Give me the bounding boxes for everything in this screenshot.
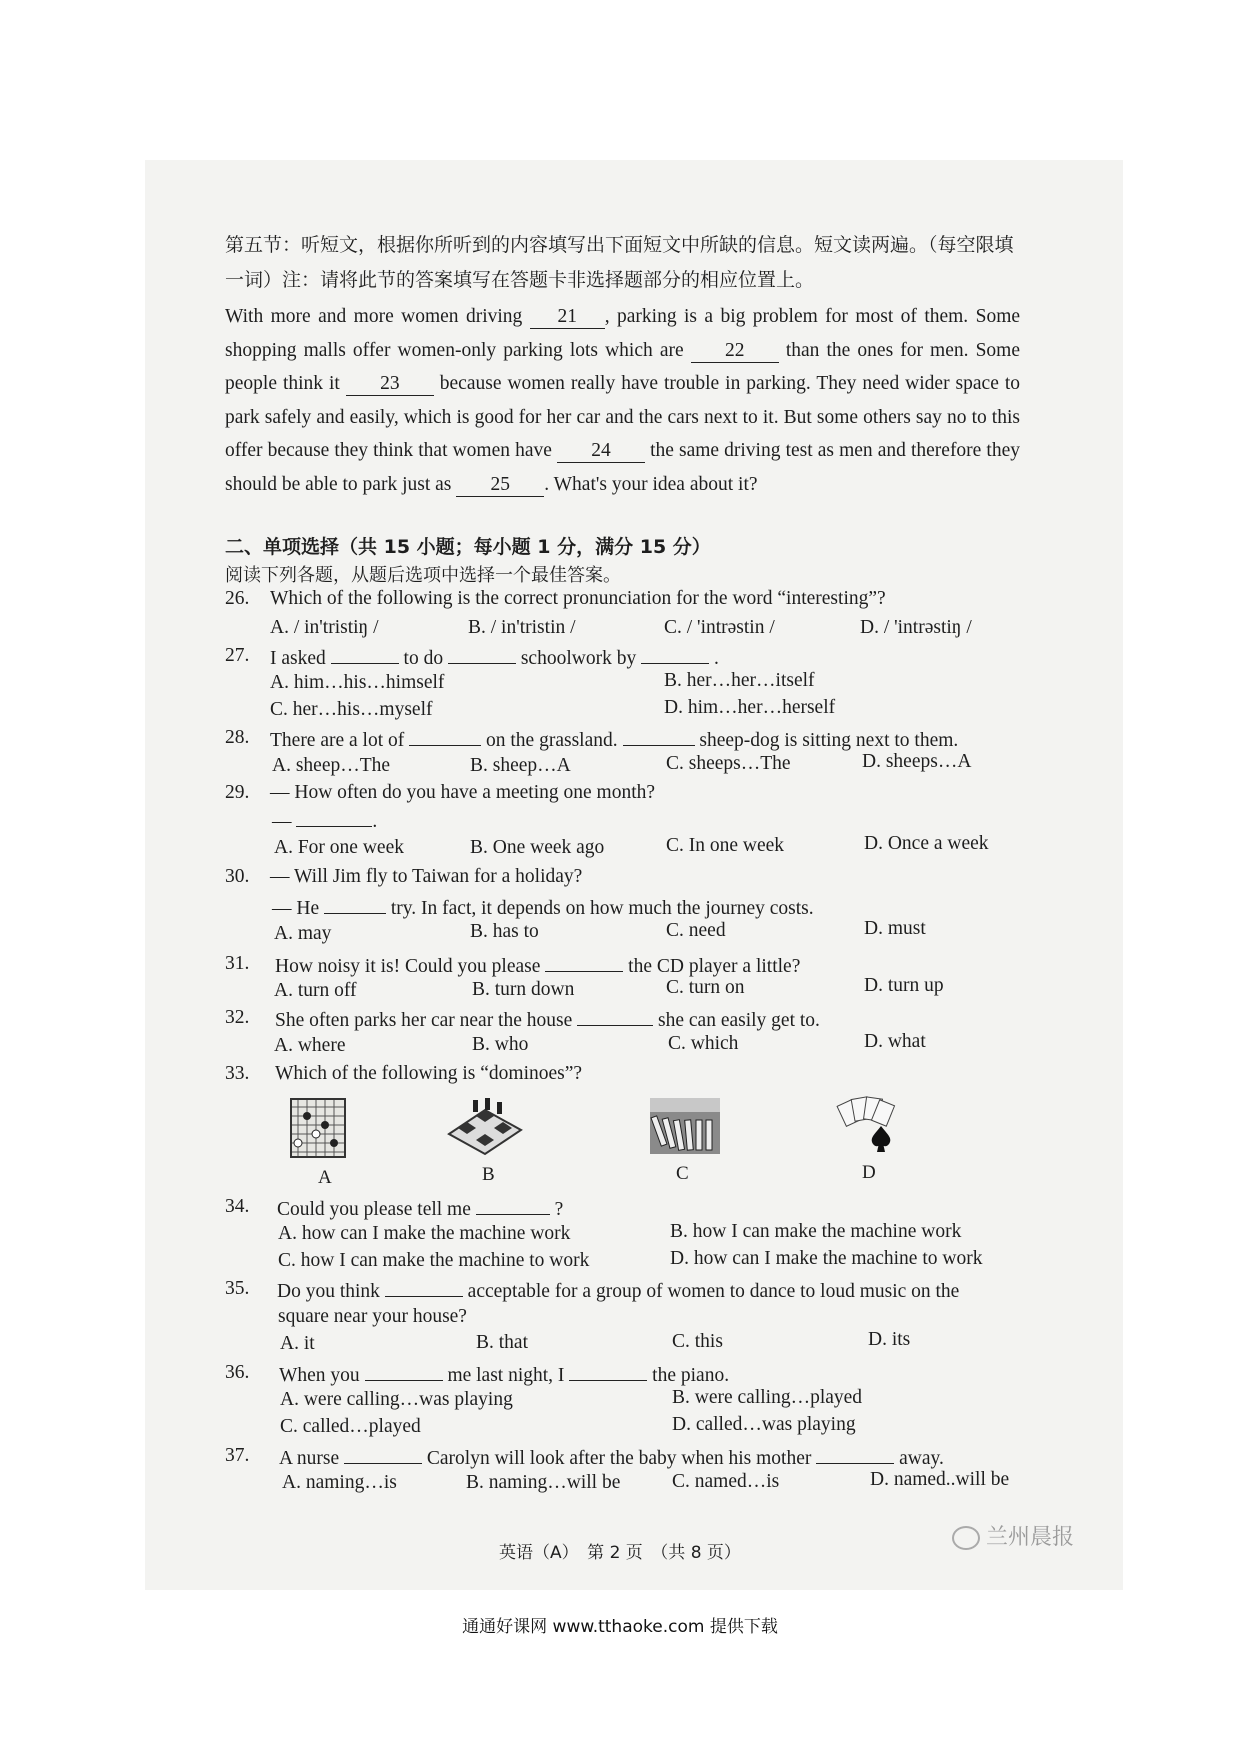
option-b: B. sheep…A <box>470 755 571 776</box>
page-number-footer: 英语（A） 第 2 页 （共 8 页） <box>499 1543 741 1563</box>
answer-blank <box>569 1362 647 1381</box>
question-text-part: Do you think <box>277 1281 380 1302</box>
question-text-part: . <box>372 811 378 832</box>
option-d: D. turn up <box>864 975 944 996</box>
blank-22: 22 <box>691 340 779 363</box>
image-label-b: B <box>482 1164 495 1185</box>
question-number: 27. <box>225 645 250 666</box>
image-label-c: C <box>676 1163 689 1184</box>
option-a: A. naming…is <box>282 1472 397 1493</box>
option-b: B. naming…will be <box>466 1472 621 1493</box>
question-text-part: I asked <box>270 648 326 669</box>
option-c: C. / 'intrəstin / <box>664 617 775 638</box>
option-a: A. / in'tristiŋ / <box>270 617 379 638</box>
answer-blank <box>365 1362 443 1381</box>
question-text: Which of the following is the correct pronunciation for the word “interesting”? <box>270 588 886 609</box>
image-label-d: D <box>862 1162 876 1183</box>
option-b: B. / in'tristin / <box>468 617 576 638</box>
blank-25: 25 <box>456 474 544 497</box>
question-text <box>279 1362 729 1387</box>
answer-blank <box>448 645 516 664</box>
answer-blank <box>641 645 709 664</box>
playing-cards-image <box>835 1096 905 1156</box>
question-text-part: she can easily get to. <box>658 1010 820 1031</box>
answer-blank <box>577 1007 653 1026</box>
option-b: B. how I can make the machine work <box>670 1221 962 1242</box>
passage-text: . What's your idea about it? <box>544 473 758 495</box>
question-text-part: acceptable for a group of women to dance to loud music on the <box>467 1281 960 1302</box>
answer-blank <box>409 727 481 746</box>
answer-blank <box>385 1278 463 1297</box>
option-c: C. turn on <box>666 977 745 998</box>
answer-blank <box>324 895 386 914</box>
option-d: D. Once a week <box>864 833 989 854</box>
question-text: Which of the following is “dominoes”? <box>275 1063 583 1084</box>
option-d: D. its <box>868 1329 911 1350</box>
option-b: B. her…her…itself <box>664 670 815 691</box>
question-number: 30. <box>225 866 250 887</box>
question-text-part: ? <box>554 1199 564 1220</box>
option-d: D. must <box>864 918 926 939</box>
question-text-part: There are a lot of <box>270 730 405 751</box>
option-a: A. how can I make the machine work <box>278 1223 571 1244</box>
option-c: C. how I can make the machine to work <box>278 1250 590 1271</box>
question-text-part: the piano. <box>652 1365 730 1386</box>
blank-21: 21 <box>530 306 605 329</box>
question-text-part: When you <box>279 1365 360 1386</box>
image-label-a: A <box>318 1167 332 1188</box>
blank-23: 23 <box>346 373 434 396</box>
option-b: B. has to <box>470 921 539 942</box>
option-c: C. her…his…myself <box>270 699 433 720</box>
option-a: A. turn off <box>274 980 357 1001</box>
question-number: 32. <box>225 1007 250 1028</box>
answer-blank <box>331 645 399 664</box>
option-b: B. who <box>472 1034 529 1055</box>
question-text <box>277 1278 959 1303</box>
option-d: D. named..will be <box>870 1469 1010 1490</box>
question-text-part: the CD player a little? <box>628 956 801 977</box>
question-number: 35. <box>225 1278 250 1299</box>
option-b: B. that <box>476 1332 528 1353</box>
option-d: D. called…was playing <box>672 1414 856 1435</box>
question-text-part: How noisy it is! Could you please <box>275 956 541 977</box>
option-c: C. need <box>666 920 726 941</box>
option-a: A. where <box>274 1035 346 1056</box>
question-number: 37. <box>225 1445 250 1466</box>
option-a: A. For one week <box>274 837 404 858</box>
option-d: D. sheeps…A <box>862 751 972 772</box>
option-d: D. / 'intrəstiŋ / <box>860 617 972 638</box>
option-d: D. him…her…herself <box>664 697 836 718</box>
answer-line <box>272 895 814 920</box>
question-text-part: try. In fact, it depends on how much the journey costs. <box>390 898 814 919</box>
dominoes-image <box>650 1098 720 1154</box>
option-c: C. which <box>668 1033 739 1054</box>
question-text <box>277 1196 563 1221</box>
option-a: A. sheep…The <box>272 755 391 776</box>
question-text <box>275 953 800 978</box>
chess-board-image <box>445 1096 525 1158</box>
question-text: — How often do you have a meeting one month? <box>270 782 656 803</box>
part-two-title: 二、单项选择（共 15 小题；每小题 1 分，满分 15 分） <box>225 536 711 558</box>
question-number: 26. <box>225 588 250 609</box>
option-a: A. were calling…was playing <box>280 1389 513 1410</box>
watermark-text: 兰州晨报 <box>986 1525 1075 1550</box>
question-text-continued: square near your house? <box>278 1306 467 1327</box>
option-a: A. it <box>280 1333 315 1354</box>
question-text-part: — He <box>272 898 320 919</box>
blank-24: 24 <box>557 440 645 463</box>
question-text: — Will Jim fly to Taiwan for a holiday? <box>270 866 583 887</box>
passage-text: , parking is a big problem for most of them. Some shopping malls offer women-only parking lots which are <box>225 306 1021 361</box>
option-b: B. were calling…played <box>672 1387 863 1408</box>
question-text <box>270 645 719 670</box>
wechat-icon <box>952 1526 980 1550</box>
download-credit: 通通好课网 www.tthaoke.com 提供下载 <box>462 1617 778 1637</box>
option-c: C. this <box>672 1331 723 1352</box>
answer-blank <box>344 1445 422 1464</box>
option-b: B. One week ago <box>470 837 605 858</box>
question-number: 34. <box>225 1196 250 1217</box>
question-text-part: sheep-dog is sitting next to them. <box>699 730 959 751</box>
question-number: 29. <box>225 782 250 803</box>
option-a: A. may <box>274 923 332 944</box>
passage-text: because women really have trouble in parking. They need wider space to park safely and easily, which is good for her car and the cars next to it. But some others say no to this offer because they think that women have <box>225 373 1020 461</box>
question-number: 36. <box>225 1362 250 1383</box>
question-text-part: She often parks her car near the house <box>275 1010 573 1031</box>
option-d: D. what <box>864 1031 926 1052</box>
question-text-part: A nurse <box>279 1448 340 1469</box>
option-c: C. called…played <box>280 1416 421 1437</box>
listening-passage <box>225 300 1020 501</box>
answer-blank <box>296 808 372 827</box>
answer-blank <box>816 1445 894 1464</box>
option-d: D. how can I make the machine to work <box>670 1248 983 1269</box>
question-text-part: away. <box>899 1448 944 1469</box>
answer-blank <box>545 953 623 972</box>
passage-text: than the ones for men. Some people think it <box>225 339 1021 394</box>
option-c: C. sheeps…The <box>666 753 791 774</box>
watermark <box>952 1520 1074 1551</box>
passage-text: With more and more women driving <box>225 306 523 327</box>
option-a: A. him…his…himself <box>270 672 445 693</box>
question-text <box>279 1445 944 1470</box>
section-five-heading: 第五节：听短文，根据你所听到的内容填写出下面短文中所缺的信息。短文读两遍。（每空限填一词）注：请将此节的答案填写在答题卡非选择题部分的相应位置上。 <box>225 234 1014 291</box>
option-c: C. In one week <box>666 835 785 856</box>
answer-blank <box>623 727 695 746</box>
question-text-part: . <box>713 648 719 669</box>
question-text-part: Carolyn will look after the baby when his mother <box>426 1448 812 1469</box>
question-text-part: me last night, I <box>447 1365 565 1386</box>
question-text-part: on the grassland. <box>486 730 618 751</box>
go-board-image <box>290 1098 346 1158</box>
part-two-instruction: 阅读下列各题，从题后选项中选择一个最佳答案。 <box>225 565 621 586</box>
question-text-part: Could you please tell me <box>277 1199 471 1220</box>
question-text-part: to do <box>403 648 444 669</box>
question-number: 28. <box>225 727 250 748</box>
question-text <box>270 727 958 752</box>
answer-blank <box>476 1196 550 1215</box>
question-text-part: schoolwork by <box>520 648 637 669</box>
option-b: B. turn down <box>472 979 575 1000</box>
option-c: C. named…is <box>672 1471 780 1492</box>
passage-text: the same driving test as men and therefore they should be able to park just as <box>225 440 1020 495</box>
question-text <box>275 1007 820 1032</box>
dash: — <box>272 811 292 832</box>
answer-line <box>272 808 377 833</box>
question-number: 31. <box>225 953 250 974</box>
question-number: 33. <box>225 1063 250 1084</box>
